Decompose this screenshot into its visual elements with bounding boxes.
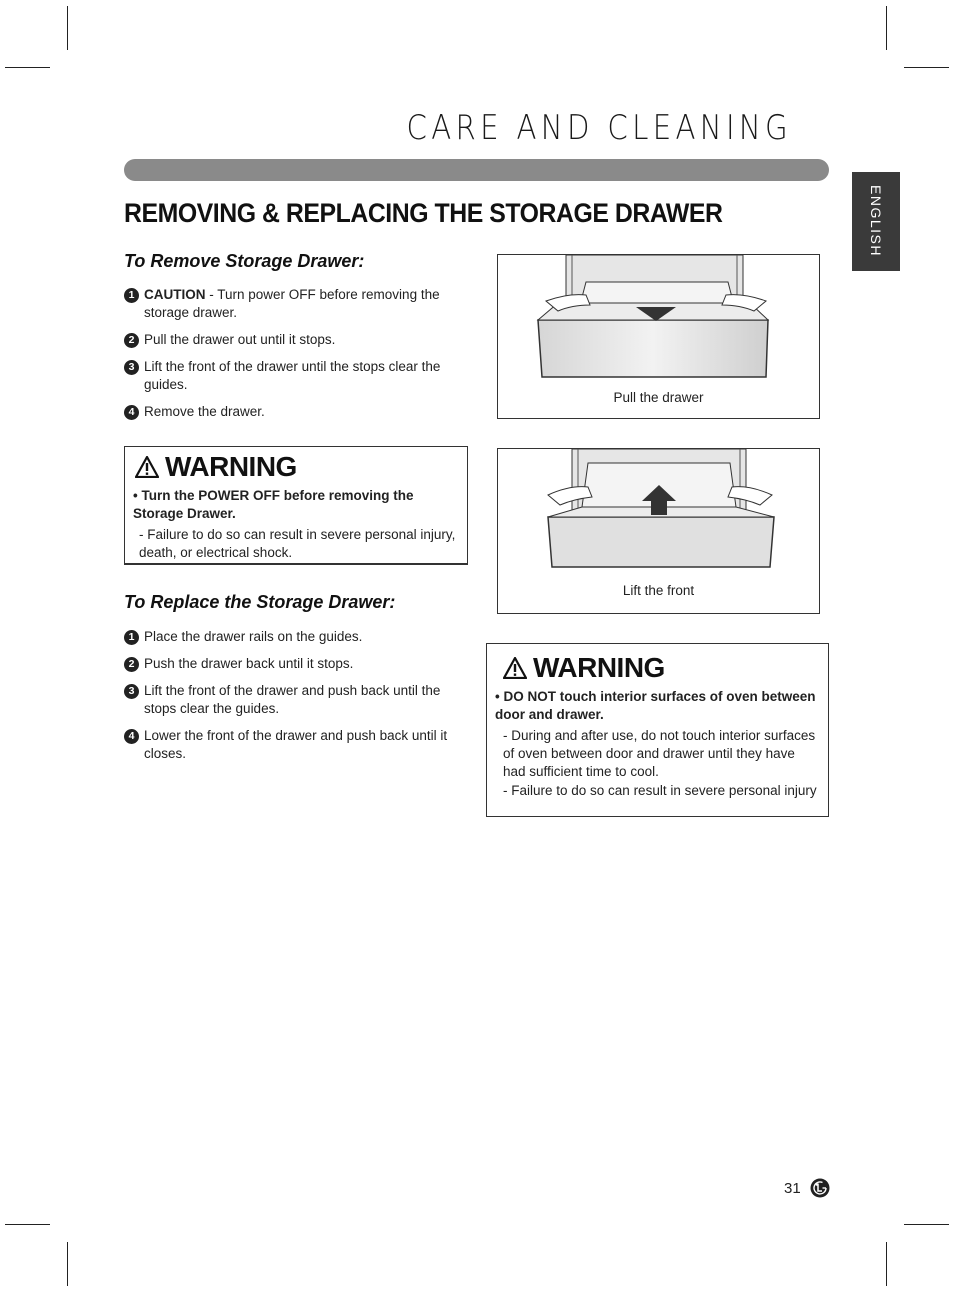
figure-lift-front — [497, 448, 820, 614]
step-item — [124, 331, 454, 349]
step-number-icon: 2 — [124, 333, 139, 348]
chapter-title: CARE AND CLEANING — [406, 108, 792, 148]
section-title: REMOVING & REPLACING THE STORAGE DRAWER — [124, 198, 723, 228]
crop-mark — [67, 6, 68, 50]
crop-mark — [886, 6, 887, 50]
crop-mark — [5, 1224, 50, 1225]
step-item — [124, 727, 454, 763]
step-text: Lift the front of the drawer until the stops clear the guides. — [144, 359, 441, 392]
step-item — [124, 628, 454, 646]
step-item — [124, 682, 454, 718]
step-number-icon: 1 — [124, 288, 139, 303]
step-text: Pull the drawer out until it stops. — [144, 332, 336, 347]
step-text: Push the drawer back until it stops. — [144, 656, 354, 671]
step-text: Place the drawer rails on the guides. — [144, 629, 363, 644]
drawer-lift-illustration — [498, 449, 819, 579]
caution-label: CAUTION — [144, 287, 206, 302]
remove-steps — [124, 286, 454, 421]
warning-bullet: • Turn the POWER OFF before removing the Storage Drawer. — [133, 488, 414, 521]
warning-box-surfaces — [486, 643, 829, 817]
step-text: Remove the drawer. — [144, 404, 265, 419]
warning-header — [487, 644, 828, 684]
warning-header — [125, 447, 467, 483]
step-item — [124, 358, 454, 394]
warning-box-power — [124, 446, 468, 565]
step-number-icon: 1 — [124, 630, 139, 645]
replace-heading: To Replace the Storage Drawer: — [124, 592, 396, 612]
replace-steps — [124, 628, 454, 763]
remove-heading: To Remove Storage Drawer: — [124, 251, 365, 271]
title-bar — [124, 159, 829, 181]
step-number-icon: 4 — [124, 405, 139, 420]
step-item — [124, 403, 454, 421]
language-tab-label: ENGLISH — [868, 185, 884, 257]
warning-detail: - During and after use, do not touch interior surfaces of oven between door and drawer until they have had sufficient time to cool. — [503, 728, 816, 779]
language-tab — [852, 172, 900, 271]
step-number-icon: 2 — [124, 657, 139, 672]
crop-mark — [67, 1242, 68, 1286]
step-number-icon: 3 — [124, 684, 139, 699]
warning-bullet: • DO NOT touch interior surfaces of oven between door and drawer. — [495, 689, 816, 722]
drawer-pull-illustration — [498, 255, 819, 385]
warning-detail: - Failure to do so can result in severe personal injury — [503, 783, 817, 798]
warning-title: WARNING — [533, 652, 665, 683]
step-text: Lower the front of the drawer and push back until it closes. — [144, 728, 448, 761]
step-number-icon: 4 — [124, 729, 139, 744]
warning-triangle-icon — [503, 657, 527, 679]
step-number-icon: 3 — [124, 360, 139, 375]
step-item — [124, 655, 454, 673]
warning-detail: - Failure to do so can result in severe personal injury, death, or electrical shock. — [139, 527, 456, 560]
step-text: Lift the front of the drawer and push back until the stops clear the guides. — [144, 683, 441, 716]
lg-logo-icon — [810, 1178, 830, 1198]
page-number: 31 — [784, 1180, 801, 1197]
crop-mark — [886, 1242, 887, 1286]
figure-caption: Lift the front — [622, 583, 695, 598]
step-item — [124, 286, 454, 322]
warning-triangle-icon — [135, 456, 159, 478]
figure-caption: Pull the drawer — [613, 390, 704, 405]
figure-pull-drawer — [497, 254, 820, 419]
crop-mark — [904, 1224, 949, 1225]
crop-mark — [904, 67, 949, 68]
step-text: - Turn power OFF before removing the storage drawer. — [144, 287, 440, 320]
warning-title: WARNING — [165, 451, 297, 482]
crop-mark — [5, 67, 50, 68]
